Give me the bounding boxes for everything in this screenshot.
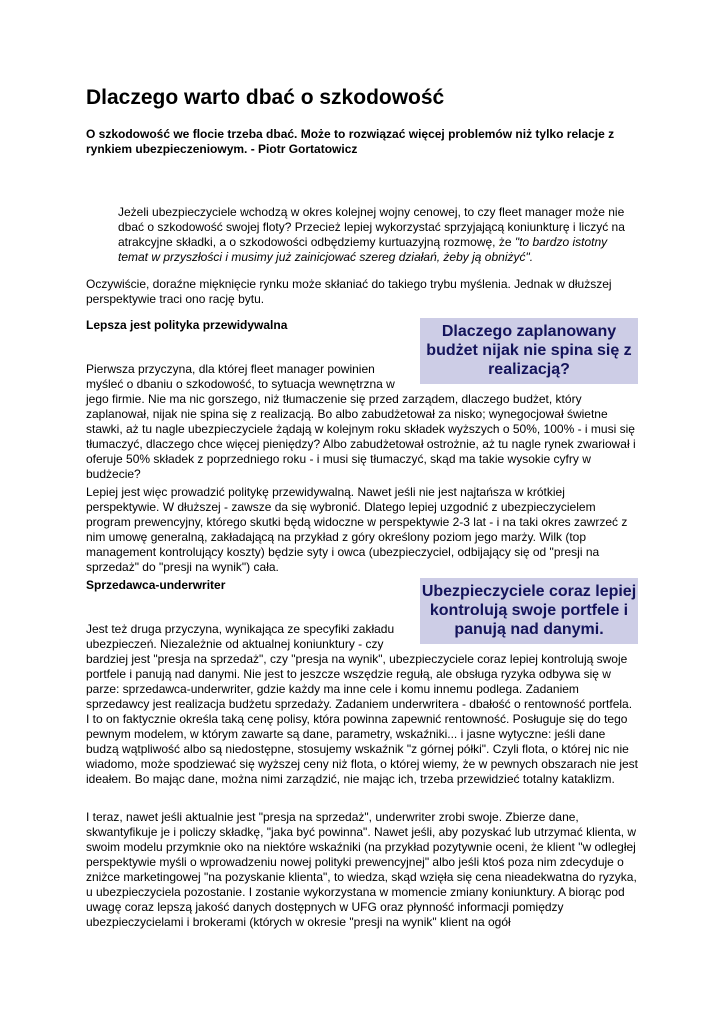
- paragraph-intro-text: Jeżeli ubezpieczyciele wchodzą w okres kolejnej wojny cenowej, to czy fleet manager może nie dbać o szkodowość swojej floty? Przecież lepiej wykorzystać sprzyjającą koniunkturę i liczyć na atrakcyjne składki, a o szkodowości odbędziemy kurtuazyjną rozmowę, że "to bardzo istotny temat w przyszłości i musimy już zainicjować szereg działań, żeby ją obniżyć".: [118, 205, 625, 264]
- pullquote-1: Dlaczego zaplanowany budżet nijak nie spina się z realizacją?: [420, 318, 638, 384]
- section-2-block: [86, 578, 638, 787]
- paragraph-intro: [86, 205, 638, 265]
- section-1-heading: Lepsza jest polityka przewidywalna: [86, 318, 288, 332]
- pullquote-2: Ubezpieczyciele coraz lepiej kontrolują swoje portfele i panują nad danymi.: [420, 578, 638, 644]
- paragraph-3: Pierwsza przyczyna, dla której fleet manager powinien myśleć o dbaniu o szkodowość, to sytuacja wewnętrzna w jego firmie. Nie ma nic gorszego, niż tłumaczenie się przed zarządem, dlaczego budżet, który zaplanował, nijak nie spina się z realizacją. Bo albo zabudżetował za nisko; wynegocjował świetne stawki, aż tu nagle ubezpieczyciele żądają w kolejnym roku składek wyższych o 50%, 100% - i musi się tłumaczyć, dlaczego chce więcej pieniędzy? Albo zabudżetował ostrożnie, aż tu nagle rynek zwariował i oferuje 50% składek z poprzedniego roku - i musi się tłumaczyć, skąd ma takie wysokie cyfry w budżecie?: [86, 362, 636, 481]
- intro-quote: "to bardzo istotny temat w przyszłości i musimy już zainicjować szereg działań, żeby ją obniżyć".: [118, 235, 608, 264]
- article-lead: O szkodowość we flocie trzeba dbać. Może to rozwiązać więcej problemów niż tylko relacje z rynkiem ubezpieczeniowym. - Piotr Gortatowicz: [86, 127, 615, 156]
- paragraph-4: Lepiej jest więc prowadzić politykę przewidywalną. Nawet jeśli nie jest najtańsza w krótkiej perspektywie. W dłuższej - zawsze da się wybronić. Dlatego lepiej uzgodnić z ubezpieczycielem program prewencyjny, którego skutki będą widoczne w perspektywie 2-3 lat - i na taki okres zawrzeć z nim umowę generalną, zakładającą na przykład z góry określony poziom jego marży. Wilk (top management kontrolujący koszty) będzie syty i owca (ubezpieczyciel, odbijający się od "presji na sprzedaż" do "presji na wynik") cała.: [86, 485, 628, 574]
- paragraph-2: Oczywiście, doraźne mięknięcie rynku może skłaniać do takiego trybu myślenia. Jednak w dłuższej perspektywie traci ono rację bytu.: [86, 277, 612, 306]
- section-2-heading: Sprzedawca-underwriter: [86, 578, 226, 592]
- paragraph-5: Jest też druga przyczyna, wynikająca ze specyfiki zakładu ubezpieczeń. Niezależnie od aktualnej koniunktury - czy bardziej jest "presja na sprzedaż", czy "presja na wynik", ubezpieczyciele coraz lepiej kontrolują swoje portfele i panują nad danymi. Nie jest to jeszcze wszędzie regułą, ale obsługa ryzyka odbywa się w parze: sprzedawca-underwriter, gdzie każdy ma inne cele i komu innemu podlega. Zadaniem sprzedawcy jest realizacja budżetu sprzedaży. Zadaniem underwritera - dbałość o rentowność portfela. I to on faktycznie określa taką cenę polisy, która powinna zapewnić rentowność. Posługuje się do tego pewnym modelem, w którym zawarte są dane, parametry, wskaźniki... i jasne wytyczne: jeśli dane budzą wątpliwość albo są niedostępne, stosujemy wskaźnik "z górnej półki". Czyli flota, o której nic nie wiadomo, może spodziewać się wyższej ceny niż flota, o której wiemy, że w pewnych obszarach nie jest ideałem. Bo mając dane, można nimi zarządzić, nie mając ich, trzeba przewidzieć totalny kataklizm.: [86, 622, 639, 786]
- section-1-block: [86, 318, 638, 482]
- article-title: Dlaczego warto dbać o szkodowość: [86, 86, 445, 109]
- paragraph-6: I teraz, nawet jeśli aktualnie jest "presja na sprzedaż", underwriter zrobi swoje. Zbierze dane, skwantyfikuje je i policzy składkę, "jaka być powinna". Nawet jeśli, aby pozyskać lub utrzymać klienta, w swoim modelu przymknie oko na niektóre wskaźniki (na przykład pozytywnie oceni, że klient "w odległej perspektywie myśli o wprowadzeniu nowej polityki prewencyjnej" albo jeśli ktoś poza nim zdecyduje o zniżce marketingowej "na pozyskanie klienta", to wiedza, skąd wzięła się cena nieadekwatna do ryzyka, u ubezpieczyciela pozostanie. I zostanie wykorzystana w momencie zmiany koniunktury. A biorąc pod uwagę coraz lepszą jakość danych dostępnych w UFG oraz płynność informacji pomiędzy ubezpieczycielami i brokerami (których w okresie "presji na wynik" klient na ogół: [86, 810, 637, 929]
